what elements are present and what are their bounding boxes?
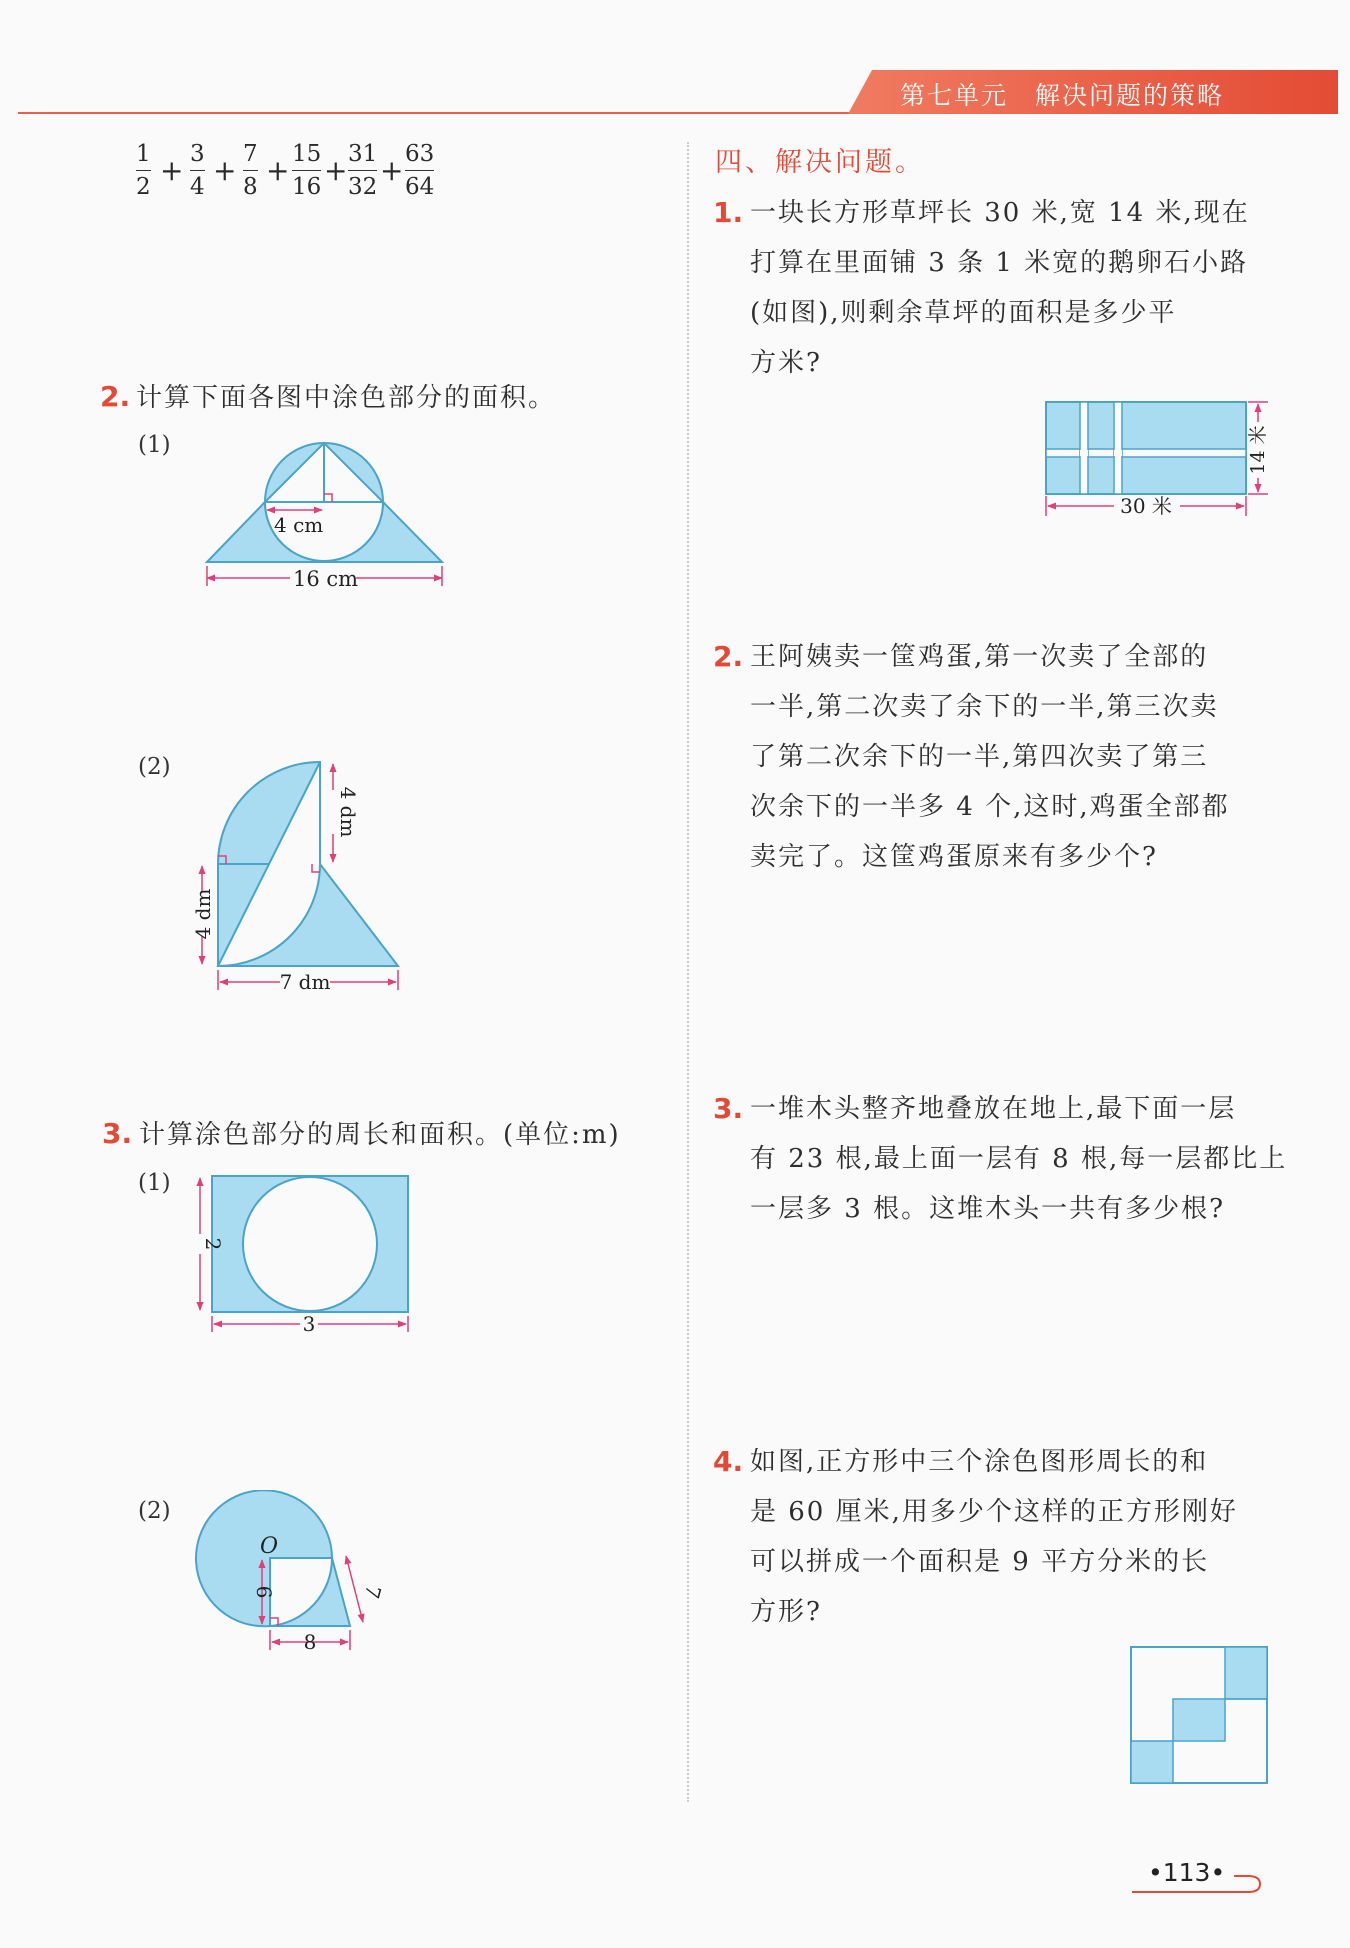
question-number: 3. [102,1117,133,1150]
question-line: 了第二次余下的一半,第四次卖了第三 [750,742,1209,772]
question-line: 卖完了。这筐鸡蛋原来有多少个? [750,842,1158,872]
question-body [750,632,1290,882]
question-line: 有 23 根,最上面一层有 8 根,每一层都比上 [750,1144,1288,1174]
question-line: 如图,正方形中三个涂色图形周长的和 [750,1447,1209,1477]
dimension-label: 16 cm [293,567,359,591]
figure-trapezoid-circle [195,430,455,600]
plus-sign: + [380,154,404,187]
question-body [750,1437,1290,1637]
unit-title: 第七单元 解决问题的策略 [900,81,1225,110]
dimension-label: 4 dm [336,786,360,838]
plus-sign: + [266,154,290,187]
page-number-underline [1130,1870,1270,1900]
question-line: 是 60 厘米,用多少个这样的正方形刚好 [750,1497,1238,1527]
column-divider [687,142,689,1802]
fraction-4: 15 16 [292,141,322,200]
fraction-1: 1 2 [136,141,151,200]
fraction-2: 3 4 [190,141,205,200]
figure-label: (2) [138,1498,171,1524]
dimension-label: 7 [359,1582,387,1602]
dimension-label: 30 米 [1120,494,1172,518]
fraction-6: 63 64 [405,141,435,200]
question-line: 一块长方形草坪长 30 米,宽 14 米,现在 [750,198,1250,228]
plus-sign: + [324,154,348,187]
question-number: 2. [713,640,744,673]
figure-semicircle-triangle [188,752,418,1002]
dimension-label: 14 米 [1247,425,1269,475]
question-number: 2. [100,380,131,413]
figure-lawn-paths [1040,398,1280,523]
question-line: (如图),则剩余草坪的面积是多少平 [750,298,1177,328]
fraction-5: 31 32 [348,141,378,200]
dimension-label: 2 [201,1237,225,1251]
dimension-label: 3 [302,1312,316,1336]
dimension-label: 6 [252,1585,276,1599]
dimension-label: 7 dm [279,970,331,994]
figure-label: (1) [138,432,171,458]
center-label-o: O [260,1534,279,1559]
dimension-label: 4 cm [274,513,324,537]
question-line: 王阿姨卖一筐鸡蛋,第一次卖了全部的 [750,642,1209,672]
plus-sign: + [213,154,237,187]
question-line: 一半,第二次卖了余下的一半,第三次卖 [750,692,1219,722]
dimension-label: 8 [303,1630,317,1654]
fraction-3: 7 8 [243,141,258,200]
question-number: 1. [713,196,744,229]
question-line: 一层多 3 根。这堆木头一共有多少根? [750,1194,1226,1224]
dimension-label: 4 dm [191,888,215,940]
question-body [750,1084,1290,1234]
question-line: 次余下的一半多 4 个,这时,鸡蛋全部都 [750,792,1230,822]
question-line: 打算在里面铺 3 条 1 米宽的鹅卵石小路 [750,248,1249,278]
plus-sign: + [160,154,184,187]
figure-circle-sector [190,1490,390,1670]
figure-square-steps [1126,1642,1272,1788]
figure-label: (1) [138,1170,171,1196]
page-number: •113• [1148,1858,1226,1887]
section-title: 四、解决问题。 [715,147,925,178]
figure-label: (2) [138,754,171,780]
question-text: 计算下面各图中涂色部分的面积。 [136,383,557,413]
question-line: 方形? [750,1597,822,1627]
question-line: 方米? [750,348,822,378]
question-number: 3. [713,1092,744,1125]
question-text: 计算涂色部分的周长和面积。(单位:m) [139,1120,621,1150]
question-line: 可以拼成一个面积是 9 平方分米的长 [750,1547,1210,1577]
question-body [750,188,1290,388]
question-line: 一堆木头整齐地叠放在地上,最下面一层 [750,1094,1237,1124]
question-number: 4. [713,1445,744,1478]
figure-rect-circle [188,1168,418,1338]
